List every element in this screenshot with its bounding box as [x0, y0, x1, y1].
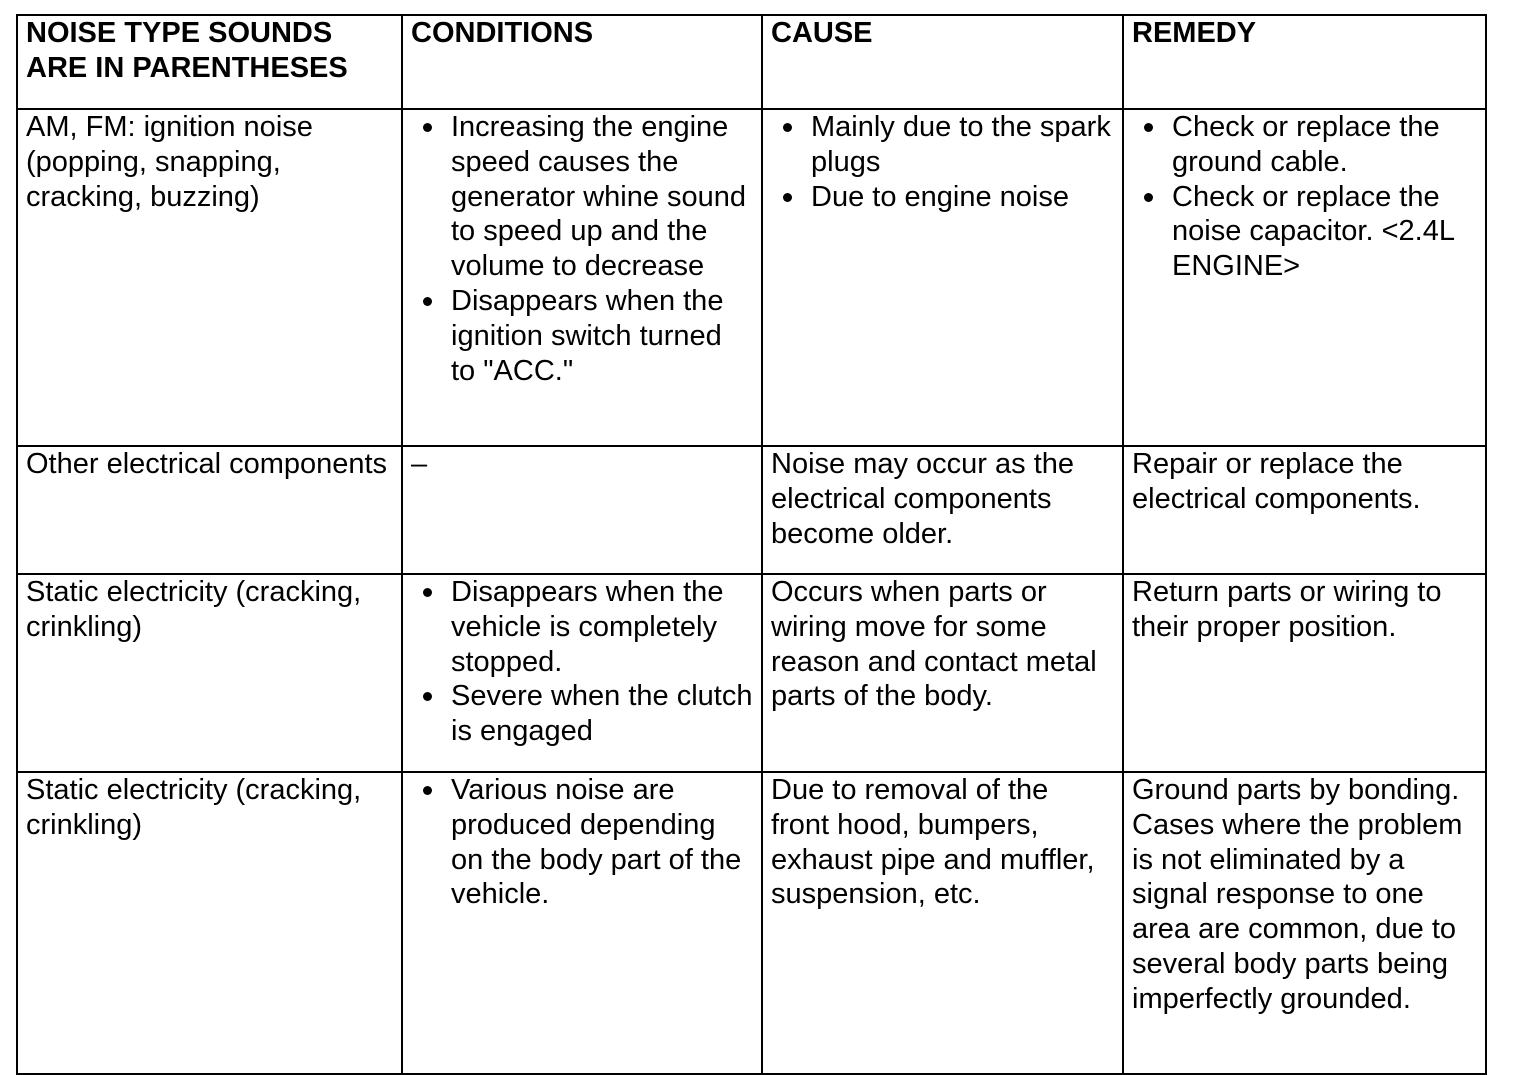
- remedy-cell: [1123, 772, 1486, 1074]
- conditions-list: [411, 773, 753, 912]
- noise-type-cell: [17, 772, 402, 1074]
- table-row: [17, 446, 1486, 574]
- conditions-list: [411, 110, 753, 388]
- list-item: Check or replace the noise capacitor. <2.4L ENGINE>: [1132, 180, 1477, 284]
- cause-cell: [762, 772, 1123, 1074]
- table-row: [17, 109, 1486, 446]
- noise-type-text: Other electrical components: [26, 448, 388, 480]
- conditions-cell: [402, 109, 762, 446]
- remedy-text: Repair or replace the electrical components.: [1132, 448, 1421, 515]
- header-cause-text: CAUSE: [771, 17, 873, 49]
- remedy-list: [1132, 110, 1477, 284]
- conditions-cell: [402, 574, 762, 772]
- conditions-list: [411, 575, 753, 749]
- conditions-text: –: [411, 448, 428, 480]
- list-item: Due to engine noise: [771, 180, 1114, 215]
- list-item: Disappears when the vehicle is completely stopped.: [411, 575, 753, 679]
- remedy-cell: [1123, 574, 1486, 772]
- table-header-row: [17, 15, 1486, 109]
- noise-type-text: Static electricity (cracking, crinkling): [26, 774, 362, 841]
- list-item: Various noise are produced depending on the body part of the vehicle.: [411, 773, 753, 912]
- cause-list: [771, 110, 1114, 214]
- header-remedy-text: REMEDY: [1132, 17, 1257, 49]
- noise-type-cell: [17, 574, 402, 772]
- cause-text: Noise may occur as the electrical components become older.: [771, 448, 1075, 550]
- list-item: Severe when the clutch is engaged: [411, 679, 753, 749]
- cause-cell: [762, 446, 1123, 574]
- header-noise-type: [17, 15, 402, 109]
- conditions-cell: [402, 446, 762, 574]
- remedy-text: Ground parts by bonding. Cases where the problem is not eliminated by a signal response to one area are common, due to several body parts being imperfectly grounded.: [1132, 774, 1463, 1015]
- remedy-cell: [1123, 446, 1486, 574]
- noise-type-cell: [17, 109, 402, 446]
- noise-type-text: AM, FM: ignition noise (popping, snapping, cracking, buzzing): [26, 111, 313, 213]
- noise-troubleshooting-table: [16, 14, 1487, 1075]
- header-noise-type-text: NOISE TYPE SOUNDS ARE IN PARENTHESES: [26, 17, 348, 84]
- noise-type-text: Static electricity (cracking, crinkling): [26, 576, 362, 643]
- cause-cell: [762, 574, 1123, 772]
- header-cause: [762, 15, 1123, 109]
- header-remedy: [1123, 15, 1486, 109]
- list-item: Increasing the engine speed causes the generator whine sound to speed up and the volume to decrease: [411, 110, 753, 284]
- remedy-text: Return parts or wiring to their proper position.: [1132, 576, 1442, 643]
- remedy-cell: [1123, 109, 1486, 446]
- noise-type-cell: [17, 446, 402, 574]
- conditions-cell: [402, 772, 762, 1074]
- header-conditions-text: CONDITIONS: [411, 17, 594, 49]
- cause-text: Due to removal of the front hood, bumpers, exhaust pipe and muffler, suspension, etc.: [771, 774, 1095, 911]
- cause-text: Occurs when parts or wiring move for some reason and contact metal parts of the body.: [771, 576, 1097, 713]
- list-item: Disappears when the ignition switch turned to "ACC.": [411, 284, 753, 388]
- cause-cell: [762, 109, 1123, 446]
- table-row: [17, 772, 1486, 1074]
- table-row: [17, 574, 1486, 772]
- header-conditions: [402, 15, 762, 109]
- list-item: Mainly due to the spark plugs: [771, 110, 1114, 180]
- list-item: Check or replace the ground cable.: [1132, 110, 1477, 180]
